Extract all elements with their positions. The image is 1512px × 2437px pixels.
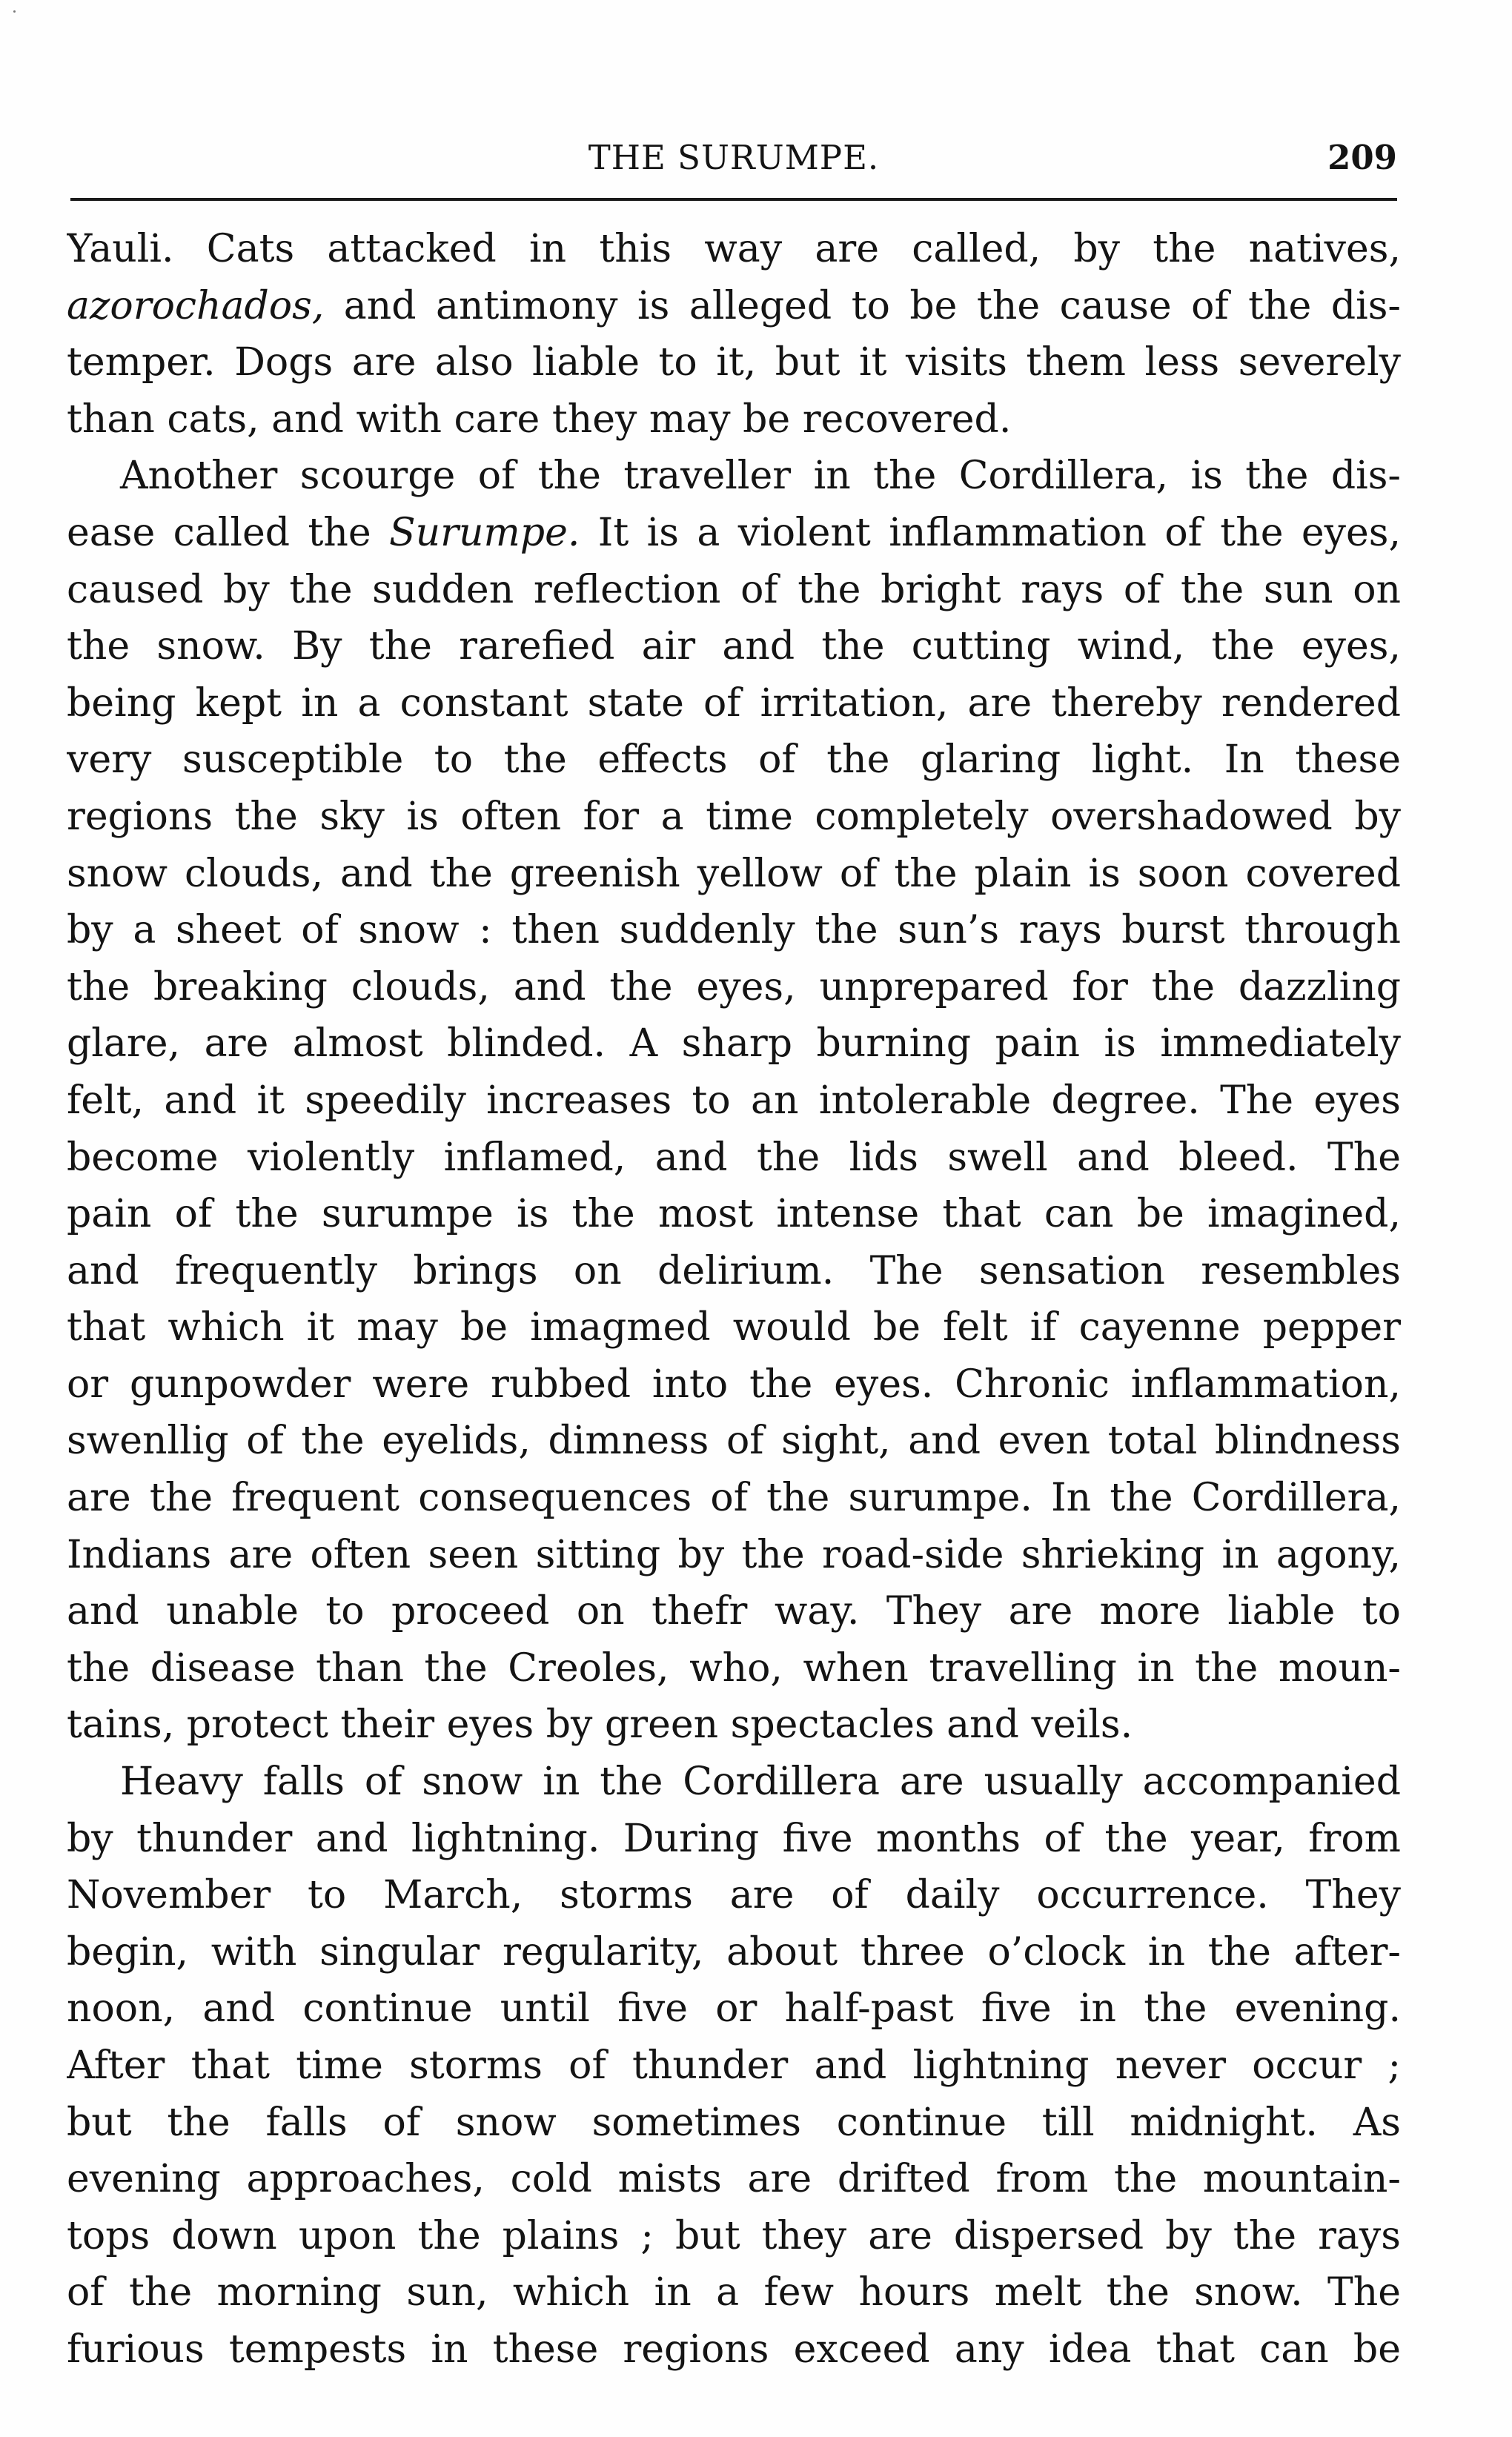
text-line: that which it may be imagmed would be felt if cayenne pepper — [67, 1305, 1401, 1350]
scan-speck — [13, 10, 16, 13]
page-number: 209 — [1327, 138, 1397, 177]
text-line: are the frequent consequences of the surumpe. In the Cordillera, — [67, 1476, 1401, 1521]
text-line: snow clouds, and the greenish yellow of the plain is soon covered — [67, 851, 1401, 896]
italic-term: azorochados, — [67, 283, 325, 328]
text-line: by thunder and lightning. During five months of the year, from — [67, 1816, 1401, 1861]
text-line: glare, are almost blinded. A sharp burning pain is immediately — [67, 1021, 1401, 1067]
italic-term: Surumpe. — [389, 510, 580, 555]
text-line: very susceptible to the effects of the glaring light. In these — [67, 737, 1401, 783]
text-line: swenllig of the eyelids, dimness of sight, and even total blindness — [67, 1419, 1401, 1464]
text-line: begin, with singular regularity, about three o’clock in the after- — [67, 1929, 1401, 1975]
text-line: After that time storms of thunder and lightning never occur ; — [67, 2043, 1401, 2088]
text-line: the breaking clouds, and the eyes, unprepared for the dazzling — [67, 964, 1401, 1009]
paragraph-start-line: Heavy falls of snow in the Cordillera are usually accompanied — [120, 1760, 1401, 1805]
text-line: azorochados, and antimony is alleged to be the cause of the dis- — [67, 283, 1401, 328]
text-line: temper. Dogs are also liable to it, but it visits them less severely — [67, 340, 1401, 385]
paragraph-end-line: than cats, and with care they may be recovered. — [67, 397, 1012, 442]
header-rule — [70, 198, 1397, 201]
text-line: pain of the surumpe is the most intense that can be imagined, — [67, 1192, 1401, 1237]
text-line: become violently inflamed, and the lids swell and bleed. The — [67, 1135, 1401, 1180]
running-head — [70, 132, 1397, 184]
text-line: and frequently brings on delirium. The sensation resembles — [67, 1248, 1401, 1293]
text-line: by a sheet of snow : then suddenly the sun’s rays burst through — [67, 908, 1401, 953]
paragraph-start-line: Another scourge of the traveller in the Cordillera, is the dis- — [120, 454, 1401, 499]
text-line: November to March, storms are of daily occurrence. They — [67, 1873, 1401, 1918]
text-line: regions the sky is often for a time completely overshadowed by — [67, 794, 1401, 839]
paragraph-end-line: tains, protect their eyes by green spectacles and veils. — [67, 1702, 1133, 1748]
text-line: felt, and it speedily increases to an intolerable degree. The eyes — [67, 1078, 1401, 1123]
text-line: furious tempests in these regions exceed any idea that can be — [67, 2327, 1401, 2372]
text-line: but the falls of snow sometimes continue till midnight. As — [67, 2100, 1401, 2145]
text-line: ease called the Surumpe. It is a violent inflammation of the eyes, — [67, 510, 1401, 555]
text-line: noon, and continue until five or half-past five in the evening. — [67, 1986, 1401, 2032]
text-line: evening approaches, cold mists are drifted from the mountain- — [67, 2157, 1401, 2202]
text-line: and unable to proceed on thefr way. They are more liable to — [67, 1589, 1401, 1634]
text-line: of the morning sun, which in a few hours melt the snow. The — [67, 2270, 1401, 2315]
text-line: the disease than the Creoles, who, when travelling in the moun- — [67, 1645, 1401, 1691]
text-line: Yauli. Cats attacked in this way are called, by the natives, — [67, 227, 1401, 271]
running-title: THE SURUMPE. — [588, 138, 880, 177]
text-line: Indians are often seen sitting by the road-side shrieking in agony, — [67, 1532, 1401, 1577]
text-line: the snow. By the rarefied air and the cutting wind, the eyes, — [67, 624, 1401, 669]
text-line: caused by the sudden reflection of the bright rays of the sun on — [67, 567, 1401, 612]
text-line: being kept in a constant state of irritation, are thereby rendered — [67, 680, 1401, 726]
body-text — [67, 221, 1401, 2378]
text-line: tops down upon the plains ; but they are dispersed by the rays — [67, 2213, 1401, 2258]
text-line: or gunpowder were rubbed into the eyes. Chronic inflammation, — [67, 1362, 1401, 1407]
